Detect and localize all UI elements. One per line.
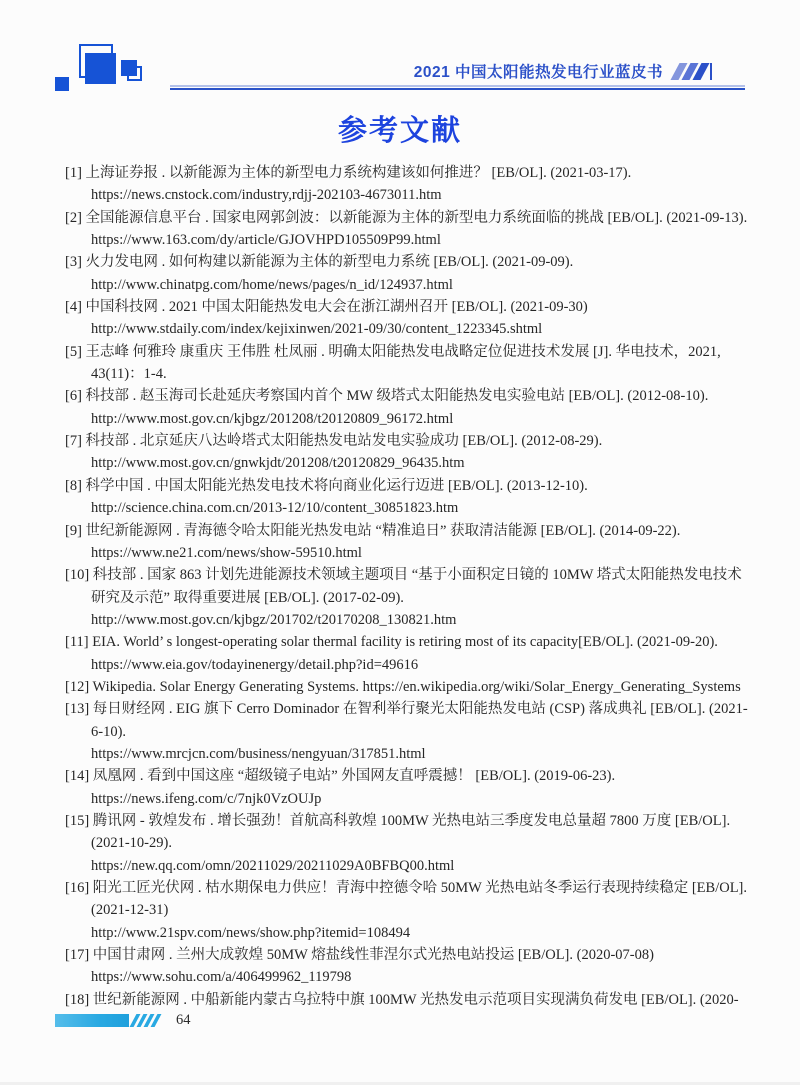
reference-continuation-line: http://www.21spv.com/news/show.php?itemid=108494 — [91, 924, 411, 941]
reference-first-line: [2] 全国能源信息平台 . 国家电网郭剑波：以新能源为主体的新型电力系统面临的挑战 [EB/OL]. (2021-09-13). — [65, 209, 748, 226]
reference-first-line: [7] 科技部 . 北京延庆八达岭塔式太阳能热发电站发电实验成功 [EB/OL]. (2012-08-29). — [65, 433, 603, 450]
reference-entry — [65, 631, 750, 676]
reference-first-line: [10] 科技部 . 国家 863 计划先进能源技术领域主题项目 “基于小面积定日镜的 10MW 塔式太阳能热发电技术 — [65, 567, 742, 584]
footer-bar-icon — [55, 1014, 129, 1027]
reference-continuation-line: https://news.ifeng.com/c/7njk0VzOUJp — [91, 790, 322, 807]
reference-entry — [65, 877, 750, 944]
reference-continuation-line: http://science.china.com.cn/2013-12/10/content_30851823.htm — [91, 500, 459, 517]
logo-square-icon — [55, 77, 69, 91]
reference-entry — [65, 676, 750, 698]
reference-first-line: [9] 世纪新能源网 . 青海德令哈太阳能光热发电站 “精准追日” 获取清洁能源 [EB/OL]. (2014-09-22). — [65, 522, 681, 539]
page-header — [0, 42, 800, 94]
reference-continuation-line: http://www.most.gov.cn/kjbgz/201702/t20170208_130821.htm — [91, 611, 457, 628]
reference-entry — [65, 385, 750, 430]
header-divider — [170, 88, 745, 90]
reference-first-line: [17] 中国甘肃网 . 兰州大成敦煌 50MW 熔盐线性菲涅尔式光热电站投运 [EB/OL]. (2020-07-08) — [65, 947, 654, 964]
reference-first-line: [14] 凤凰网 . 看到中国这座 “超级镜子电站” 外国网友直呼震撼！ [EB/OL]. (2019-06-23). — [65, 768, 616, 785]
reference-first-line: [1] 上海证券报 . 以新能源为主体的新型电力系统构建该如何推进？ [EB/OL]. (2021-03-17). — [65, 165, 632, 181]
reference-continuation-line: 6-10). — [91, 723, 127, 740]
reference-entry — [65, 810, 750, 877]
reference-continuation-line: (2021-10-29). — [91, 835, 172, 852]
reference-continuation-line: http://www.chinatpg.com/home/news/pages/n_id/124937.html — [91, 276, 453, 293]
reference-continuation-line: (2021-12-31) — [91, 902, 169, 919]
reference-first-line: [15] 腾讯网 - 敦煌发布 . 增长强劲！首航高科敦煌 100MW 光热电站三季度发电总量超 7800 万度 [EB/OL]. — [65, 812, 731, 829]
header-right-group — [414, 60, 712, 82]
reference-continuation-line: https://new.qq.com/omn/20211029/20211029A0BFBQ00.html — [91, 857, 455, 874]
reference-entry — [65, 251, 750, 296]
booklet-title: 2021 中国太阳能热发电行业蓝皮书 — [413, 64, 663, 81]
reference-continuation-line: http://www.most.gov.cn/kjbgz/201208/t20120809_96172.html — [91, 410, 454, 427]
slashes-icon — [675, 62, 712, 80]
publisher-logo-icon — [55, 44, 147, 96]
reference-continuation-line: https://www.sohu.com/a/406499962_119798 — [91, 969, 352, 986]
reference-continuation-line: 研究及示范” 取得重要进展 [EB/OL]. (2017-02-09). — [91, 589, 404, 606]
reference-continuation-line: https://www.eia.gov/todayinenergy/detail.php?id=49616 — [91, 656, 419, 673]
reference-first-line: [5] 王志峰 何雅玲 康重庆 王伟胜 杜凤丽 . 明确太阳能热发电战略定位促进技术发展 [J]. 华电技术，2021, — [65, 343, 721, 360]
reference-continuation-line: https://www.ne21.com/news/show-59510.html — [91, 544, 362, 561]
reference-continuation-line: http://www.stdaily.com/index/kejixinwen/2021-09/30/content_1223345.shtml — [91, 321, 543, 338]
reference-entry — [65, 520, 750, 565]
page-number: 64 — [176, 1011, 191, 1028]
reference-continuation-line: https://www.163.com/dy/article/GJOVHPD105509P99.html — [91, 232, 441, 249]
reference-first-line: [8] 科学中国 . 中国太阳能光热发电技术将向商业化运行迈进 [EB/OL]. (2013-12-10). — [65, 477, 588, 494]
page-footer — [55, 1010, 191, 1030]
references-list — [65, 162, 750, 1011]
reference-first-line: [18] 世纪新能源网 . 中船新能内蒙古乌拉特中旗 100MW 光热发电示范项目实现满负荷发电 [EB/OL]. (2020- — [65, 991, 739, 1008]
reference-entry — [65, 430, 750, 475]
page-title: 参考文献 — [337, 115, 462, 147]
reference-entry — [65, 475, 750, 520]
reference-entry — [65, 944, 750, 989]
reference-entry — [65, 698, 750, 765]
logo-square-icon — [121, 60, 137, 76]
reference-entry — [65, 207, 750, 252]
reference-entry — [65, 564, 750, 631]
reference-first-line: [6] 科技部 . 赵玉海司长赴延庆考察国内首个 MW 级塔式太阳能热发电实验电站 [EB/OL]. (2012-08-10). — [65, 388, 709, 405]
reference-first-line: [12] Wikipedia. Solar Energy Generating Systems. https://en.wikipedia.org/wiki/Solar_Energy_Generating_Systems — [65, 678, 741, 695]
reference-entry — [65, 765, 750, 810]
reference-entry — [65, 296, 750, 341]
reference-entry — [65, 989, 750, 1011]
reference-continuation-line: 43(11)：1-4. — [91, 366, 167, 383]
reference-entry — [65, 162, 750, 207]
reference-continuation-line: https://news.cnstock.com/industry,rdjj-202103-4673011.htm — [91, 187, 442, 204]
footer-slashes-icon — [133, 1014, 158, 1027]
reference-entry — [65, 341, 750, 386]
reference-first-line: [11] EIA. World’ s longest-operating solar thermal facility is retiring most of its capacity[EB/OL]. (2021-09-20). — [65, 634, 718, 651]
bar-icon — [710, 63, 712, 80]
reference-first-line: [4] 中国科技网 . 2021 中国太阳能热发电大会在浙江湖州召开 [EB/OL]. (2021-09-30) — [65, 299, 588, 316]
reference-first-line: [13] 每日财经网 . EIG 旗下 Cerro Dominador 在智利举行聚光太阳能热发电站 (CSP) 落成典礼 [EB/OL]. (2021- — [65, 701, 748, 718]
reference-continuation-line: http://www.most.gov.cn/gnwkjdt/201208/t20120829_96435.htm — [91, 455, 465, 472]
reference-first-line: [16] 阳光工匠光伏网 . 枯水期保电力供应！青海中控德令哈 50MW 光热电站冬季运行表现持续稳定 [EB/OL]. — [65, 880, 748, 896]
reference-first-line: [3] 火力发电网 . 如何构建以新能源为主体的新型电力系统 [EB/OL]. (2021-09-09). — [65, 254, 574, 271]
reference-continuation-line: https://www.mrcjcn.com/business/nengyuan/317851.html — [91, 745, 426, 762]
logo-square-icon — [85, 53, 116, 84]
